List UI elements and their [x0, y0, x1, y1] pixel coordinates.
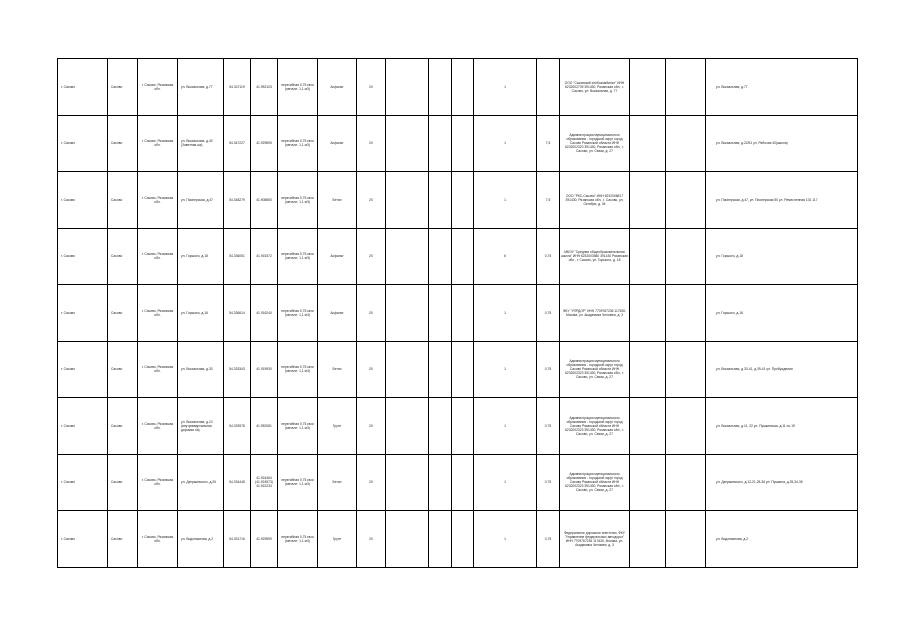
empty-cell — [630, 511, 666, 568]
district-cell: Сасово — [108, 398, 138, 455]
sources-cell: ул. Пионерская, д.47, ул. Пионерская 50 ул. Ремесленная 101 117 — [706, 172, 858, 229]
empty-cell — [429, 228, 452, 285]
sources-cell: ул. Дзержинского, д.12-21,28-36 ул. Пушкина, д.25,34-36 — [706, 454, 858, 511]
empty-cell — [666, 454, 706, 511]
empty-cell — [386, 285, 429, 342]
district-cell: Сасово — [108, 59, 138, 116]
table-row — [58, 341, 858, 398]
empty-cell — [386, 59, 429, 116]
volume-cell: 0,75 — [537, 228, 560, 285]
cover-cell: перегибная 0,75 кв.м (металл. 1,1 м3) — [278, 398, 318, 455]
empty-cell — [666, 115, 706, 172]
owner-cell: ООО "Сасовский хлебокомбинат" ИНН 6232002739 391430, Рязанская обл., г. Сасово, ул. Вокзальная, д. 77 — [560, 59, 630, 116]
owner-cell: МБОУ "Средняя общеобразовательная школа" ИНН 6232003580 391430 Рязанская обл., г. Сасово, ул. Горького, д. 18 — [560, 228, 630, 285]
cover-cell: перегибная 0,75 кв.м (металл. 1,1 м3) — [278, 341, 318, 398]
locality-cell: г. Сасово — [58, 228, 108, 285]
sources-cell: ул. Горького, д.18 — [706, 228, 858, 285]
sources-cell: ул. Вокзальная, д.11, 22 ул. Пушкинская, д.11 по 19 — [706, 398, 858, 455]
empty-cell — [386, 511, 429, 568]
surface-cell: Грунт — [318, 398, 357, 455]
latitude-cell: 54.331716 — [224, 511, 251, 568]
empty-cell — [666, 511, 706, 568]
area-cell: 20 — [357, 115, 386, 172]
locality-cell: г. Сасово — [58, 511, 108, 568]
registry-table-body — [58, 59, 858, 568]
cover-cell: перегибная 0,75 кв.м (металл. 1,1 м3) — [278, 115, 318, 172]
latitude-cell: 54.347227 — [224, 115, 251, 172]
surface-cell: Асфальт — [318, 115, 357, 172]
owner-cell: Администрация муниципального образования - городской округ город Сасово Рязанской области ИНН 6232002323 391430, Рязанская обл., г. Сасово, ул. Связи, д. 27 — [560, 341, 630, 398]
sources-cell: ул. Вокзальная, д.22/51 ул. Рабочая 40(школа) — [706, 115, 858, 172]
volume-cell: 7,5 — [537, 172, 560, 229]
surface-cell: Грунт — [318, 511, 357, 568]
volume-cell: 0,75 — [537, 511, 560, 568]
district-cell: Сасово — [108, 511, 138, 568]
area-cell: 20 — [357, 511, 386, 568]
empty-cell — [386, 341, 429, 398]
table-row — [58, 511, 858, 568]
owner-cell: ФКУ "УПРДОР" ИНН 7709767236 117630, Москва, ул. Академика Челомея, д. 3 — [560, 285, 630, 342]
empty-cell — [429, 341, 452, 398]
latitude-cell: 54.333343 — [224, 341, 251, 398]
street-cell: ул. Пионерская, д.47 — [178, 172, 224, 229]
street-cell: ул. Вокзальная, д.33 — [178, 341, 224, 398]
table-row — [58, 172, 858, 229]
street-cell: ул. Вокзальная, д.77 — [178, 59, 224, 116]
longitude-cell: 41.929895 — [251, 115, 278, 172]
empty-cell — [452, 398, 474, 455]
district-cell: Сасово — [108, 115, 138, 172]
empty-cell — [386, 454, 429, 511]
count-cell: 1 — [474, 511, 537, 568]
latitude-cell: 54.336614 — [224, 285, 251, 342]
street-cell: ул. Горького, д.16 — [178, 285, 224, 342]
volume-cell: 0,75 — [537, 454, 560, 511]
empty-cell — [386, 172, 429, 229]
locality-cell: г. Сасово — [58, 341, 108, 398]
locality-cell: г. Сасово — [58, 398, 108, 455]
table-row — [58, 285, 858, 342]
empty-cell — [429, 454, 452, 511]
empty-cell — [452, 454, 474, 511]
latitude-cell: 54.348279 — [224, 172, 251, 229]
count-cell: 1 — [474, 398, 537, 455]
cover-cell: перегибная 0,75 кв.м (металл. 1,1 м3) — [278, 511, 318, 568]
latitude-cell: 54.347119 — [224, 59, 251, 116]
empty-cell — [630, 228, 666, 285]
empty-cell — [429, 172, 452, 229]
empty-cell — [452, 172, 474, 229]
table-row — [58, 228, 858, 285]
street-cell: ул. Водопьянова, д.2 — [178, 511, 224, 568]
surface-cell: Асфальт — [318, 59, 357, 116]
latitude-cell: 54.336051 — [224, 228, 251, 285]
address-cell: г. Сасово, Рязанская обл. — [138, 398, 178, 455]
street-cell: ул. Вокзальная, д.40 (Заветная шк) — [178, 115, 224, 172]
empty-cell — [429, 59, 452, 116]
street-cell: ул. Вокзальная, д.10 (внутриквартальная дорожка 4a) — [178, 398, 224, 455]
address-cell: г. Сасово, Рязанская обл. — [138, 228, 178, 285]
empty-cell — [630, 172, 666, 229]
empty-cell — [386, 228, 429, 285]
owner-cell: Администрация муниципального образования - городской округ город Сасово Рязанской области ИНН 6232002323 391430, Рязанская обл., г. Сасово, ул. Связи, д. 27 — [560, 115, 630, 172]
registry-table — [57, 58, 858, 568]
empty-cell — [666, 341, 706, 398]
empty-cell — [386, 398, 429, 455]
owner-cell: ООО "РКС-Сасово" ИНН 6232006817 391430, Рязанская обл., г. Сасово, ул. Октября, д. 34 — [560, 172, 630, 229]
sources-cell: ул. Вокзальная, д.77 — [706, 59, 858, 116]
empty-cell — [666, 172, 706, 229]
count-cell: 1 — [474, 454, 537, 511]
owner-cell: Администрация муниципального образования - городской округ город Сасово Рязанской области ИНН 6232002323 391430, Рязанская обл., г. Сасово, ул. Связи, д. 27 — [560, 398, 630, 455]
empty-cell — [630, 285, 666, 342]
surface-cell: Бетон — [318, 172, 357, 229]
street-cell: ул. Горького, д.18 — [178, 228, 224, 285]
address-cell: г. Сасово, Рязанская обл. — [138, 59, 178, 116]
locality-cell: г. Сасово — [58, 454, 108, 511]
longitude-cell: 41.924464 (41.924573) 41.922234 — [251, 454, 278, 511]
table-row — [58, 59, 858, 116]
owner-cell: Администрация муниципального образования - городской округ город Сасово Рязанской области ИНН 6232002323 391430, Рязанская обл., г. Сасово, ул. Связи, д. 27 — [560, 454, 630, 511]
address-cell: г. Сасово, Рязанская обл. — [138, 115, 178, 172]
count-cell: 1 — [474, 59, 537, 116]
area-cell: 20 — [357, 285, 386, 342]
latitude-cell: 54.334448 — [224, 454, 251, 511]
table-row — [58, 454, 858, 511]
volume-cell: 0,75 — [537, 285, 560, 342]
empty-cell — [630, 398, 666, 455]
district-cell: Сасово — [108, 341, 138, 398]
locality-cell: г. Сасово — [58, 115, 108, 172]
address-cell: г. Сасово, Рязанская обл. — [138, 454, 178, 511]
area-cell: 20 — [357, 59, 386, 116]
cover-cell: перегибная 0,75 кв.м (металл. 1,1 м3) — [278, 59, 318, 116]
longitude-cell: 41.919930 — [251, 341, 278, 398]
empty-cell — [666, 398, 706, 455]
area-cell: 20 — [357, 398, 386, 455]
empty-cell — [452, 511, 474, 568]
count-cell: 6 — [474, 228, 537, 285]
area-cell: 20 — [357, 172, 386, 229]
volume-cell: 0,75 — [537, 341, 560, 398]
locality-cell: г. Сасово — [58, 172, 108, 229]
area-cell: 20 — [357, 341, 386, 398]
address-cell: г. Сасово, Рязанская обл. — [138, 285, 178, 342]
table-row — [58, 115, 858, 172]
district-cell: Сасово — [108, 228, 138, 285]
empty-cell — [386, 115, 429, 172]
empty-cell — [452, 59, 474, 116]
district-cell: Сасово — [108, 454, 138, 511]
area-cell: 20 — [357, 454, 386, 511]
empty-cell — [630, 341, 666, 398]
sources-cell: ул. Водопьянова, д.2 — [706, 511, 858, 568]
empty-cell — [429, 511, 452, 568]
district-cell: Сасово — [108, 285, 138, 342]
empty-cell — [666, 285, 706, 342]
empty-cell — [630, 115, 666, 172]
empty-cell — [630, 59, 666, 116]
sources-cell: ул. Горького, д.16 — [706, 285, 858, 342]
cover-cell: перегибная 0,75 кв.м (металл. 1,1 м3) — [278, 172, 318, 229]
longitude-cell: 41.915372 — [251, 228, 278, 285]
owner-cell: Федеральное дорожное агентство, ФКУ "Управление федеральных автодорог" ИНН 7709767236 117630, Москва, ул. Академика Челомея, д. 3 — [560, 511, 630, 568]
longitude-cell: 41.908850 — [251, 172, 278, 229]
volume-cell: 0,75 — [537, 398, 560, 455]
empty-cell — [429, 285, 452, 342]
address-cell: г. Сасово, Рязанская обл. — [138, 172, 178, 229]
volume-cell — [537, 59, 560, 116]
table-row — [58, 398, 858, 455]
count-cell: 1 — [474, 341, 537, 398]
locality-cell: г. Сасово — [58, 59, 108, 116]
surface-cell: Асфальт — [318, 285, 357, 342]
sources-cell: ул. Вокзальная, д.33-41, д.39-41 ул. Пробуждения — [706, 341, 858, 398]
empty-cell — [666, 228, 706, 285]
cover-cell: перегибная 0,75 кв.м (металл. 1,1 м3) — [278, 454, 318, 511]
empty-cell — [429, 115, 452, 172]
longitude-cell: 41.916240 — [251, 285, 278, 342]
empty-cell — [630, 454, 666, 511]
longitude-cell: 41.952103 — [251, 59, 278, 116]
locality-cell: г. Сасово — [58, 285, 108, 342]
longitude-cell: 41.952081 — [251, 398, 278, 455]
surface-cell: Бетон — [318, 341, 357, 398]
empty-cell — [452, 341, 474, 398]
empty-cell — [666, 59, 706, 116]
street-cell: ул. Дзержинского, д.26 — [178, 454, 224, 511]
district-cell: Сасово — [108, 172, 138, 229]
empty-cell — [429, 398, 452, 455]
count-cell: 1 — [474, 115, 537, 172]
longitude-cell: 41.929599 — [251, 511, 278, 568]
area-cell: 20 — [357, 228, 386, 285]
volume-cell: 7,5 — [537, 115, 560, 172]
count-cell: 1 — [474, 285, 537, 342]
empty-cell — [452, 228, 474, 285]
empty-cell — [452, 285, 474, 342]
surface-cell: Асфальт — [318, 228, 357, 285]
latitude-cell: 54.333978 — [224, 398, 251, 455]
address-cell: г. Сасово, Рязанская обл. — [138, 341, 178, 398]
address-cell: г. Сасово, Рязанская обл. — [138, 511, 178, 568]
surface-cell: Бетон — [318, 454, 357, 511]
empty-cell — [452, 115, 474, 172]
cover-cell: перегибная 0,75 кв.м (металл. 1,1 м3) — [278, 285, 318, 342]
cover-cell: перегибная 0,75 кв.м (металл. 1,1 м3) — [278, 228, 318, 285]
count-cell: 1 — [474, 172, 537, 229]
